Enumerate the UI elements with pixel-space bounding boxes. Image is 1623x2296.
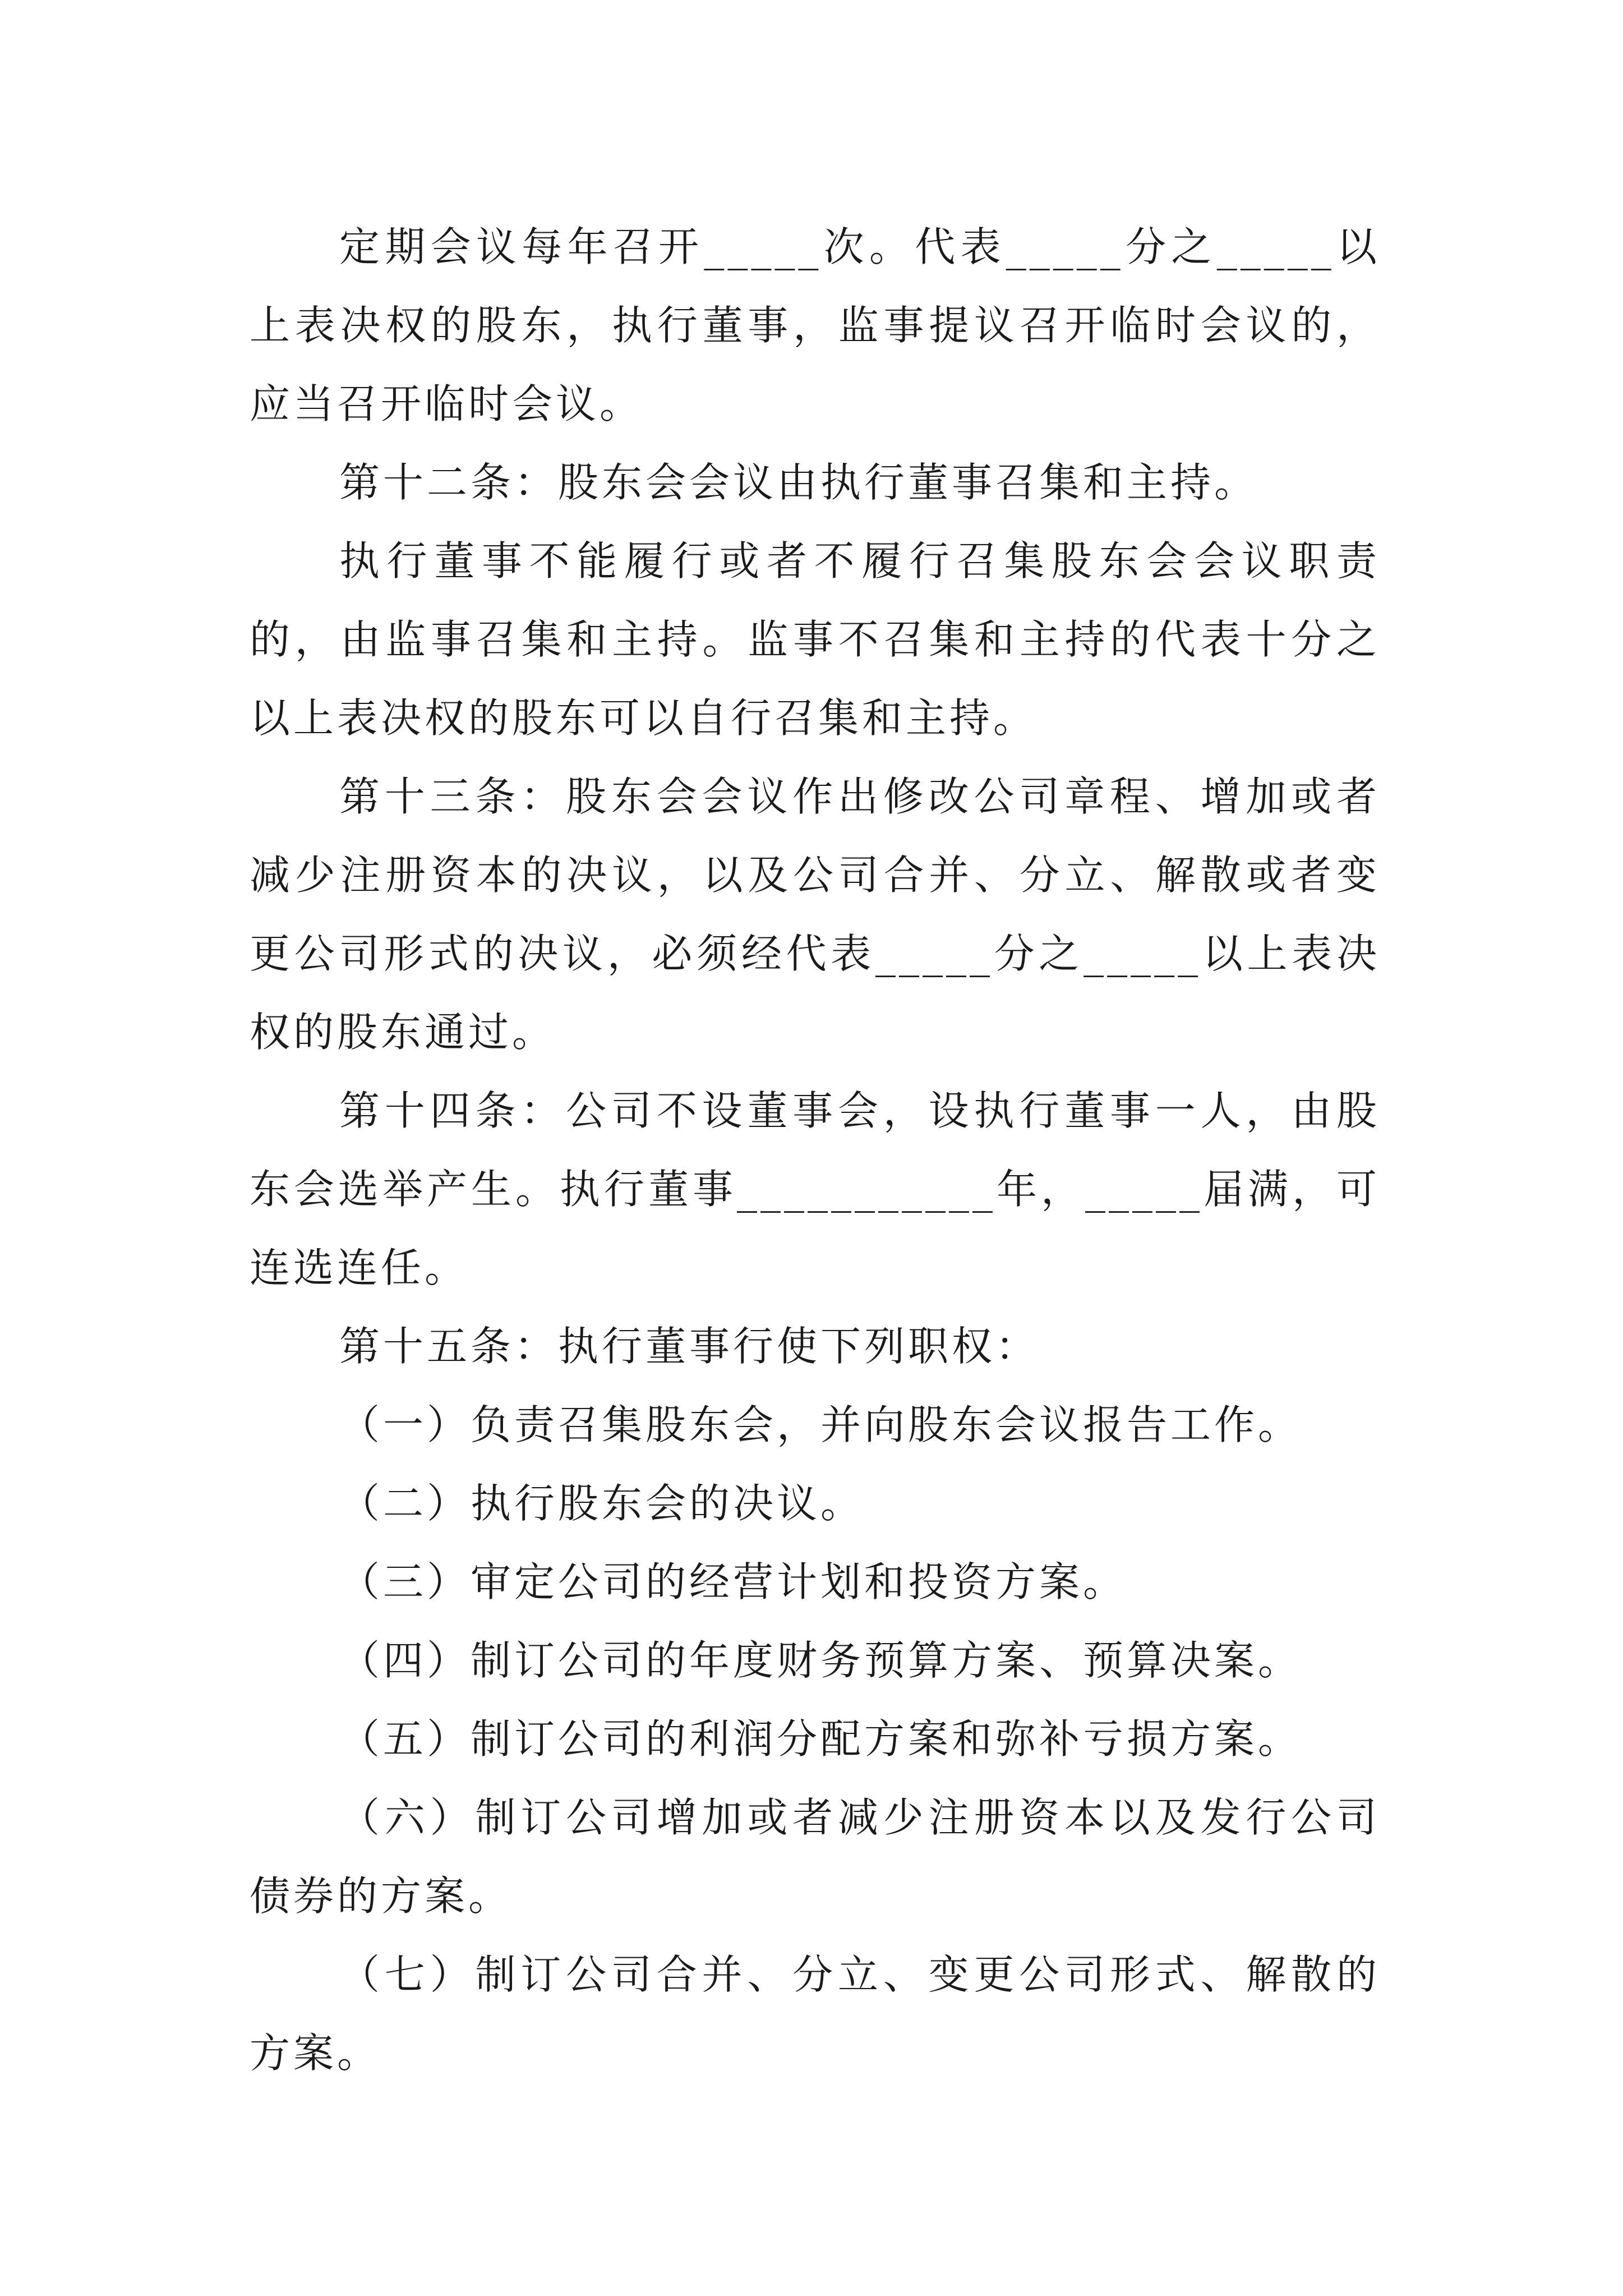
list-item-6: （六）制订公司增加或者减少注册资本以及发行公司债券的方案。 — [250, 1794, 1380, 1920]
paragraph-convening-fallback: 执行董事不能履行或者不履行召集股东会会议职责的，由监事召集和主持。监事不召集和主持的代表十分之以上表决权的股东可以自行召集和主持。 — [250, 537, 1380, 742]
list-item-5: （五）制订公司的利润分配方案和弥补亏损方案。 — [339, 1715, 1302, 1763]
paragraph-article-15: 第十五条：执行董事行使下列职权： — [339, 1323, 1040, 1370]
list-item-4: （四）制订公司的年度财务预算方案、预算决案。 — [339, 1637, 1302, 1684]
list-item-2: （二）执行股东会的决议。 — [339, 1480, 865, 1527]
list-item-7: （七）制订公司合并、分立、变更公司形式、解散的方案。 — [250, 1951, 1380, 2077]
list-item-1: （一）负责召集股东会，并向股东会议报告工作。 — [339, 1401, 1302, 1448]
paragraph-regular-meetings: 定期会议每年召开_____次。代表_____分之_____以上表决权的股东，执行董事，监事提议召开临时会议的，应当召开临时会议。 — [250, 223, 1380, 427]
paragraph-article-13: 第十三条：股东会会议作出修改公司章程、增加或者减少注册资本的决议，以及公司合并、分立、解散或者变更公司形式的决议，必须经代表_____分之_____以上表决权的股东通过。 — [250, 773, 1380, 1056]
list-item-3: （三）审定公司的经营计划和投资方案。 — [339, 1558, 1127, 1605]
paragraph-article-14: 第十四条：公司不设董事会，设执行董事一人，由股东会选举产生。执行董事___________年，_____届满，可连选连任。 — [250, 1087, 1380, 1291]
document-page — [250, 208, 1380, 2092]
paragraph-article-12: 第十二条：股东会会议由执行董事召集和主持。 — [339, 459, 1258, 506]
